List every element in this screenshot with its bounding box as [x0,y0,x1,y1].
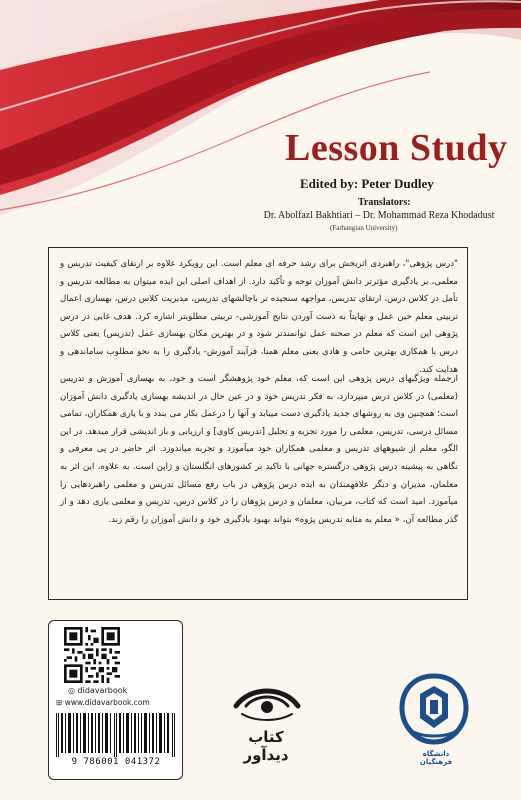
instagram-row [68,686,127,695]
translators-affiliation: (Farhangian University) [330,224,398,232]
cart-icon: ⊞ [56,698,63,707]
red-wave-graphic [0,0,521,240]
blurb-paragraph-1: "درس پژوهی"، راهبردی اثربخش برای رشد حرفه ای معلم است. این رویکرد علاوه بر ارتقای کیفیت تدریس و معلمی، بر یادگیری مؤثرتر دانش آموزان توجه و تأکید دارد. از اهداف اصلی این ایده میتوان به مطالعه تدریس و تأمل در کلاس درس، ارتقای تدریس، مواجهه سنجیده تر باچالشهای تدریس، مدیریت کلاس درس، بهسازی اعمال تربیتی معلم حین عمل و نهایتاً به دست آوردن نتایج آموزشی- تربیتی مطلوبتر اشاره کرد. هدف غایی در درس پژوهی این است که معلم در صحنه عمل توانمندتر شود و در بهترین مکان بهسازی عمل (تدریس) یعنی کلاس درس با همکاری بهترین حامی و هادی یعنی معلم همتا، فرآیند آموزش- یادگیری را به نحو مطلوب ساماندهی و هدایت کند. [60,259,458,375]
book-title: Lesson Study [285,127,508,169]
blurb-paragraph-2: ازجمله ویژگیهای درس پژوهی این است که، معلم خود پژوهشگر است و خود، به بهسازی آموزش و تدریس (معلمی) در کلاس درس میپردازد، به فکر تدریس خود و در عین حال در اندیشه بهسازی یادگیری دانش آموزان است؛ همچنین وی به روشهای جدید یادگیری دست مییابد و آنها را درعمل بکار می بندد و با یاری همکاران، تمامی مسائل درسی، تدریس، معلمی را مورد تجزیه و تحلیل [تدریس کاوی] و ارزیابی و باز اندیشی قرار میدهد. در این الگو، معلم از شیوههای تدریس و معلمی همکاران خود میآموزد و تجربه میاندوزد. اثر حاضر در پی معرفی و نگاهی به پیشینه درس پژوهی درگستره جهانی با تاکید بر کشورهای انگلستان و ژاپن است. به علاوه، این اثر به معلمان، مدیران و دیگر علاقهمندان به ایده درس پژوهی در باب رفع مسائل تدریس و معلمی راهبردهایی را میآموزد. امید است که کتاب، مربیان، معلمان و درس پژوهان را در کلاس درس، تدریس و معلمی یاری دهد و از گذر مطالعه آن، « معلم به مثابه تدریس پژوه» بتواند بهبود یادگیری خود و دانش آموزان را رقم زند. [60,374,458,525]
university-name: دانشگاه فرهنگیان [419,750,453,766]
university-logo [396,672,472,750]
publisher-eye-logo [232,680,302,724]
publisher-name: کتاب دیدآور [243,728,289,764]
isbn-barcode [54,713,178,757]
qr-code [64,627,120,683]
translators-label: Translators: [358,197,411,208]
translators-names: Dr. Abolfazl Bakhtiari – Dr. Mohammad Reza Khodadust [263,210,495,221]
editor-credit: Edited by: Peter Dudley [300,176,434,191]
website-row [56,698,150,707]
isbn-number: 9 786001 041372 [71,757,161,767]
instagram-icon: ◎ [68,686,75,695]
instagram-handle: didavarbook [77,686,128,695]
website-url: www.didavarbook.com [64,698,150,707]
